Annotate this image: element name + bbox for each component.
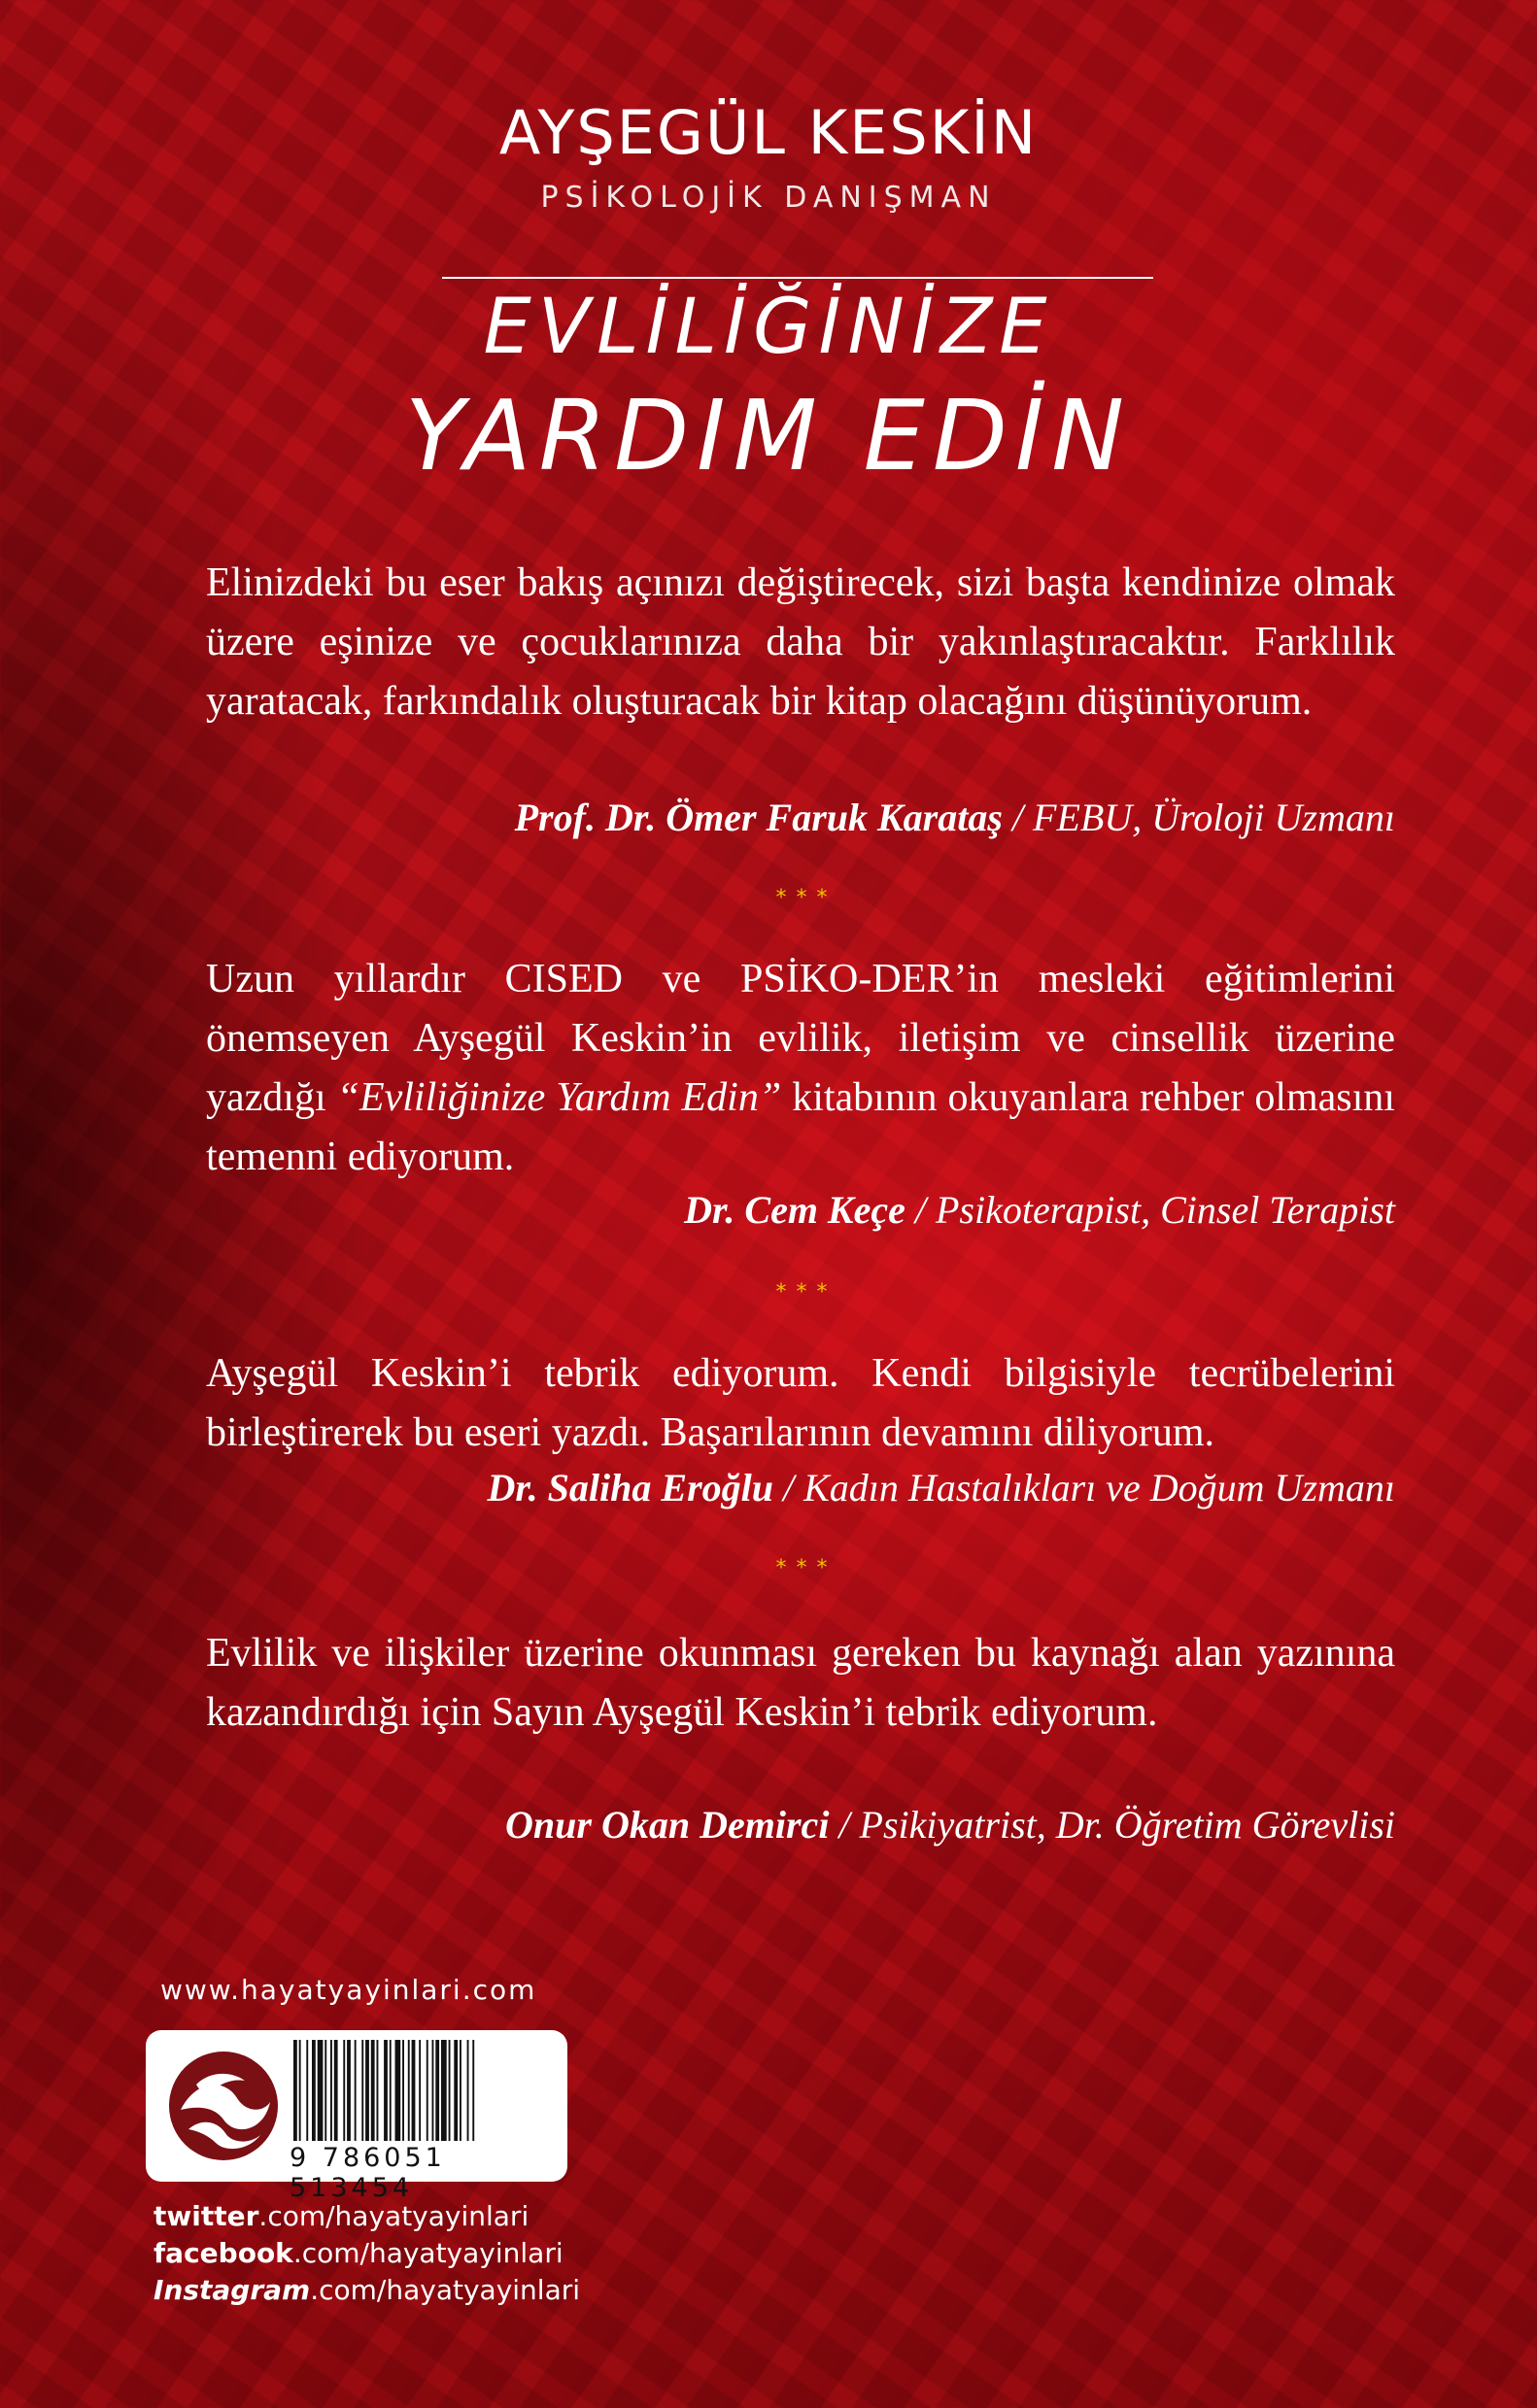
barcode-bar [361,2040,363,2141]
barcode-bar [371,2040,375,2141]
barcode-bar [299,2040,301,2141]
barcode-bar [318,2040,324,2141]
blurb-2-author-title: / Psikoterapist, Cinsel Terapist [905,1188,1395,1232]
barcode-bar [467,2040,469,2141]
blurb-1-author-title: / FEBU, Üroloji Uzmanı [1002,796,1395,839]
barcode-bar [412,2040,416,2141]
blurb-2-text-start: Uzun yıllardır CISED ve PSİKO-DER’in mesleki eğitimlerini önemseyen Ayşegül Keskin’in evlilik, iletişim ve cinsellik üzerine yazdığı [206,957,1395,1120]
blurb-4-author: Onur Okan Demirci [505,1803,830,1847]
separator-1: *** [775,886,837,910]
website-link[interactable]: www.hayatyayinlari.com [160,1974,537,2006]
barcode-bar [312,2040,316,2141]
author-name: AYŞEGÜL KESKİN [498,97,1039,168]
barcode-bar [454,2040,458,2141]
social-twitter[interactable] [154,2200,529,2232]
barcode-bar [384,2040,388,2141]
instagram-path: .com/hayatyayinlari [310,2274,581,2306]
blurb-3-author-title: / Kadın Hastalıkları ve Doğum Uzmanı [773,1466,1395,1509]
publisher-logo-icon [167,2050,280,2162]
barcode-bar [395,2040,401,2141]
instagram-brand: Instagram [154,2274,311,2306]
author-role: PSİKOLOJİK DANIŞMAN [540,181,997,215]
blurb-2-book-title: “Evliliğinize Yardım Edin” [336,1075,782,1120]
barcode-bar [449,2040,451,2141]
barcode-panel [146,2030,567,2203]
separator-2: *** [775,1280,837,1305]
blurb-2-citation [206,1187,1395,1233]
barcode-bar [293,2040,297,2141]
barcode-bar [419,2040,421,2141]
barcode-bar [427,2040,428,2141]
blurb-3-text: Ayşegül Keskin’i tebrik ediyorum. Kendi bilgisiyle tecrübelerini birleştirerek bu eseri yazdı. Başarılarının devamını diliyorum. [206,1351,1395,1455]
barcode-bar [408,2040,410,2141]
facebook-path: .com/hayatyayinlari [292,2237,564,2269]
twitter-brand: twitter [154,2200,259,2232]
blurb-2-text [206,950,1395,1187]
isbn-number: 9 786051 513454 [290,2143,446,2203]
facebook-brand: facebook [154,2237,293,2269]
blurb-4-author-title: / Psikiyatrist, Dr. Öğretim Görevlisi [829,1803,1395,1847]
blurb-4-text: Evlilik ve ilişkiler üzerine okunması gereken bu kaynağı alan yazınına kazandırdığı için Sayın Ayşegül Keskin’i tebrik ediyorum. [206,1631,1395,1735]
social-instagram[interactable] [154,2274,580,2306]
barcode-bar [460,2040,461,2141]
barcode-bar [334,2040,338,2141]
barcode-bar [377,2040,379,2141]
barcode-bar [441,2040,447,2141]
barcode-bar [390,2040,392,2141]
blurb-3-author: Dr. Saliha Eroğlu [487,1466,774,1509]
barcode-bar [402,2040,404,2141]
barcode-bar [355,2040,357,2141]
barcode-bar [324,2040,326,2141]
blurb-1-text: Elinizdeki bu eser bakış açınızı değiştirecek, sizi başta kendinize olmak üzere eşinize ve çocuklarınıza daha bir yakınlaştıracaktır. Farklılık yaratacak, farkındalık oluşturacak bir kitap olacağını düşünüyorum. [206,560,1395,724]
blurb-2-author: Dr. Cem Keçe [684,1188,905,1232]
separator-3: *** [775,1556,837,1580]
barcode-bar [330,2040,332,2141]
barcode-bar [435,2040,439,2141]
book-title-line-2: YARDIM EDİN [404,379,1133,492]
blurb-1-citation [206,795,1395,840]
barcode-bar [306,2040,308,2141]
barcode-bar [432,2040,434,2141]
blurb-1-author: Prof. Dr. Ömer Faruk Karataş [514,796,1003,839]
blurb-2-text-end: kitabının okuyanlara rehber olmasını temenni ediyorum. [206,1075,1395,1179]
barcode-bar [365,2040,369,2141]
twitter-path: .com/hayatyayinlari [258,2200,529,2232]
book-title-line-1: EVLİLİĞİNİZE [483,284,1054,371]
barcode [291,2040,550,2147]
barcode-bar [472,2040,474,2141]
barcode-bar [343,2040,345,2141]
blurb-4-citation [206,1802,1395,1848]
title-divider [442,277,1153,279]
blurb-3-citation [206,1465,1395,1510]
social-facebook[interactable] [154,2237,564,2269]
barcode-bar [347,2040,351,2141]
